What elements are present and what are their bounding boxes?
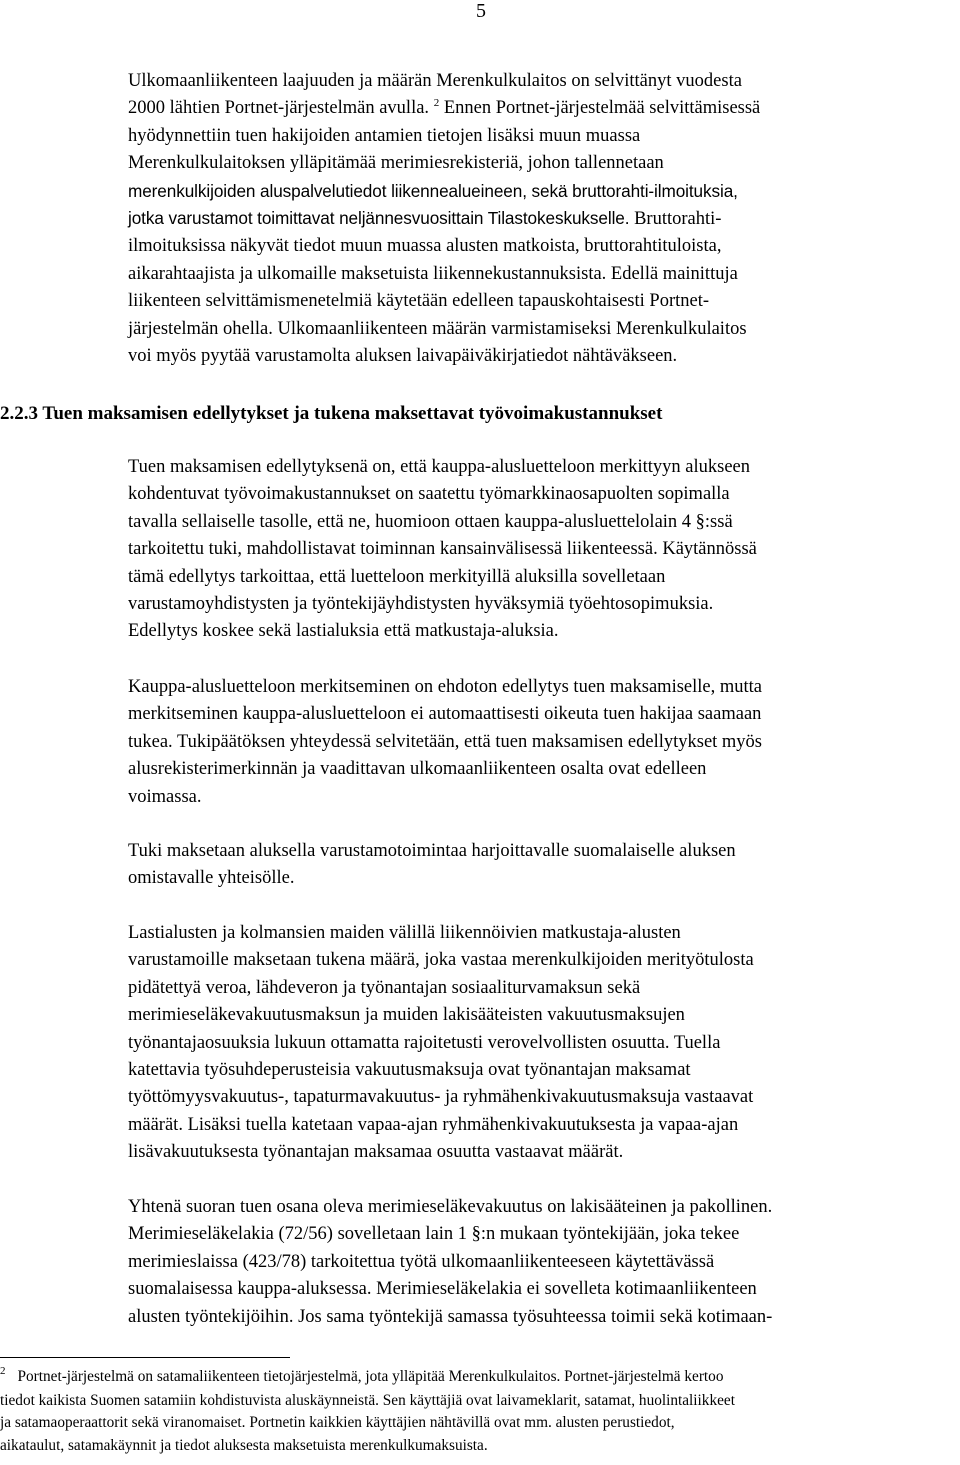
text-line: Edellytys koskee sekä lastialuksia että matkustaja-aluksia.	[128, 621, 559, 642]
text-line: voi myös pyytää varustamolta aluksen laivapäiväkirjatiedot nähtäväkseen.	[128, 346, 678, 367]
footnote-reference[interactable]: 2	[433, 97, 440, 110]
text-line: tämä edellytys tarkoittaa, että luetteloon merkityillä aluksilla sovelletaan	[128, 566, 666, 587]
text-line: omistavalle yhteisölle.	[128, 868, 295, 889]
text-line: merimieseläkevakuutusmaksun ja muiden lakisääteisten vakuutusmaksujen	[128, 1005, 685, 1026]
footnote-separator	[0, 1357, 290, 1358]
intro-paragraph	[128, 68, 954, 370]
paragraph-2	[128, 674, 954, 811]
text-line: katettavia työsuhdeperusteisia vakuutusmaksuja ovat työnantajan maksamat	[128, 1060, 691, 1081]
text-line: määrät. Lisäksi tuella katetaan vapaa-ajan ryhmähenkivakuutuksesta ja vapaa-ajan	[128, 1114, 739, 1135]
text-line: Merimieseläkelakia (72/56) sovelletaan lain 1 §:n mukaan työntekijään, joka tekee	[128, 1224, 740, 1245]
footnote-line: aikataulut, satamakäynnit ja tiedot aluksesta maksetuista merenkulkumaksuista.	[0, 1437, 488, 1455]
text-line: Yhtenä suoran tuen osana oleva merimieseläkevakuutus on lakisääteinen ja pakollinen.	[128, 1197, 773, 1217]
text-line: Lastialusten ja kolmansien maiden välillä liikennöivien matkustaja-alusten	[128, 923, 681, 943]
paragraph-3	[128, 838, 954, 893]
text-line: suomalaisessa kauppa-aluksessa. Merimieseläkelakia ei sovelleta kotimaanliikenteen	[128, 1279, 757, 1300]
text-line: alusten työntekijöihin. Jos sama työntekijä samassa työsuhteessa toimii sekä kotimaan-	[128, 1306, 773, 1327]
text-line: Ulkomaanliikenteen laajuuden ja määrän Merenkulkulaitos on selvittänyt vuodesta	[128, 71, 742, 91]
text-line: merimieslaissa (423/78) tarkoitettua työtä ulkomaanliikenteeseen käytettävässä	[128, 1251, 715, 1272]
text-line: hyödynnettiin tuen hakijoiden antamien tietojen lisäksi muun muassa	[128, 125, 641, 146]
text-line: Merenkulkulaitoksen ylläpitämää merimiesrekisteriä, johon tallennetaan	[128, 153, 664, 174]
page-number: 5	[476, 0, 486, 22]
text-line: tukea. Tukipäätöksen yhteydessä selvitetään, että tuen maksamisen edellytykset myös	[128, 731, 763, 752]
text-line: Kauppa-alusluetteloon merkitseminen on ehdoton edellytys tuen maksamiselle, mutta	[128, 677, 762, 697]
paragraph-4	[128, 920, 954, 1167]
text-line: järjestelmän ohella. Ulkomaanliikenteen määrän varmistamiseksi Merenkulkulaitos	[128, 318, 747, 339]
text-fragment: 2000 lähtien Portnet-järjestelmän avulla.	[128, 98, 430, 119]
text-fragment: jotka varustamot toimittavat neljännesvuosittain Tilastokeskukselle.	[128, 208, 630, 229]
footnote	[0, 1366, 958, 1458]
text-line: Tuki maksetaan aluksella varustamotoimintaa harjoittavalle suomalaiselle aluksen	[128, 841, 736, 861]
paragraph-1	[128, 454, 954, 646]
text-fragment: Ennen Portnet-järjestelmää selvittämisessä	[443, 98, 761, 119]
text-line: tavalla sellaiselle tasolle, että ne, huomioon ottaen kauppa-alusluettelolain 4 §:ssä	[128, 511, 733, 532]
footnote-line	[0, 1366, 958, 1390]
text-line: ilmoituksissa näkyvät tiedot muun muassa alusten matkoista, bruttorahtituloista,	[128, 236, 722, 257]
footnote-line: ja satamaoperaattorit sekä viranomaiset. Portnetin kaikkien käyttäjien nähtävillä ovat mm. alusten perustiedot,	[0, 1414, 675, 1432]
text-line: voimassa.	[128, 786, 202, 807]
footnote-line: tiedot kaikista Suomen satamiin kohdistuvista aluskäynneistä. Sen käyttäjiä ovat laivameklarit, satamat, huolintaliikkeet	[0, 1391, 735, 1409]
text-line: lisävakuutuksesta työnantajan maksamaa osuutta vastaavat määrät.	[128, 1142, 624, 1163]
text-line: liikenteen selvittämismenetelmiä käytetään edelleen tapauskohtaisesti Portnet-	[128, 291, 710, 312]
paragraph-5	[128, 1194, 954, 1331]
text-line: aikarahtaajista ja ulkomaille maksetuista liikennekustannuksista. Edellä mainittuja	[128, 263, 738, 284]
text-line	[128, 95, 954, 122]
text-fragment: Bruttorahti-	[634, 209, 722, 230]
text-line: kohdentuvat työvoimakustannukset on saatettu työmarkkinaosapuolten sopimalla	[128, 484, 730, 505]
text-line: alusrekisterimerkinnän ja vaadittavan ulkomaanliikenteen osalta ovat edelleen	[128, 759, 707, 780]
text-line: työttömyysvakuutus-, tapaturmavakuutus- ja ryhmähenkivakuutusmaksuja vastaavat	[128, 1087, 754, 1108]
text-line: merenkulkijoiden aluspalvelutiedot liikennealueineen, sekä bruttorahti-ilmoituksia,	[128, 180, 738, 201]
text-line: tarkoitettu tuki, mahdollistavat toiminnan kansainvälisessä liikenteessä. Käytännössä	[128, 539, 757, 560]
text-line	[128, 205, 954, 233]
footnote-marker: 2	[0, 1365, 6, 1377]
text-line: varustamoille maksetaan tukena määrä, joka vastaa merenkulkijoiden merityötulosta	[128, 950, 754, 971]
text-line: Tuen maksamisen edellytyksenä on, että kauppa-alusluetteloon merkittyyn alukseen	[128, 457, 750, 477]
text-line: varustamoyhdistysten ja työntekijäyhdistysten hyväksymiä työehtosopimuksia.	[128, 594, 714, 615]
text-line: merkitseminen kauppa-alusluetteloon ei automaattisesti oikeuta tuen hakijaa saamaan	[128, 704, 762, 725]
text-line: työnantajaosuuksia lukuun ottamatta rajoitetusti verovelvollisten osuutta. Tuella	[128, 1032, 721, 1053]
section-heading: 2.2.3 Tuen maksamisen edellytykset ja tukena maksettavat työvoimakustannukset	[0, 403, 663, 424]
text-line: pidätettyä veroa, lähdeveron ja työnantajan sosiaaliturvamaksun sekä	[128, 977, 641, 998]
text-fragment: Portnet-järjestelmä on satamaliikenteen tietojärjestelmä, jota ylläpitää Merenkulkulaitos. Portnet-järjestelmä kertoo	[17, 1368, 724, 1385]
